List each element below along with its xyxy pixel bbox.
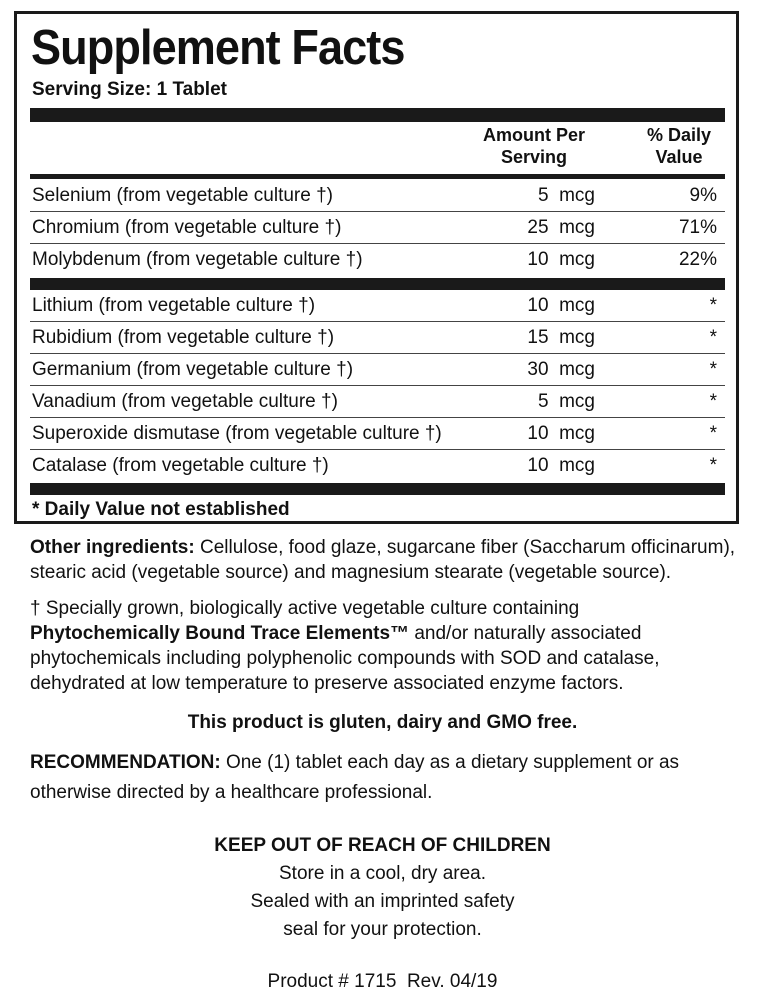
seal-notice-line2: seal for your protection.: [283, 919, 482, 940]
nutrient-name: Selenium (from vegetable culture †): [32, 185, 333, 206]
recommendation: [30, 748, 745, 808]
nutrient-row: [30, 322, 725, 354]
nutrient-row: [30, 212, 725, 244]
nutrient-daily-value: *: [709, 391, 717, 412]
nutrient-daily-value: 9%: [689, 185, 717, 206]
nutrient-row: [30, 450, 725, 482]
nutrient-name: Lithium (from vegetable culture †): [32, 295, 316, 316]
panel-title: Supplement Facts: [31, 21, 405, 75]
recommendation-line1: One (1) tablet each day as a dietary supplement or as: [220, 752, 680, 773]
nutrient-daily-value: *: [709, 327, 717, 348]
nutrient-amount: 10 mcg: [527, 423, 595, 444]
other-ingredients-label: Other ingredients:: [30, 537, 195, 558]
thick-divider-middle: [30, 278, 725, 290]
serving-size: Serving Size: 1 Tablet: [32, 79, 227, 100]
nutrient-name: Molybdenum (from vegetable culture †): [32, 249, 363, 270]
dagger-note-line3: phytochemicals including polyphenolic compounds with SOD and catalase,: [30, 648, 660, 669]
column-header-amount: [469, 124, 599, 168]
nutrient-amount: 25 mcg: [527, 217, 595, 238]
nutrient-name: Superoxide dismutase (from vegetable culture †): [32, 423, 442, 444]
dagger-note-line1: † Specially grown, biologically active vegetable culture containing: [30, 598, 580, 619]
nutrient-daily-value: 71%: [678, 217, 717, 238]
recommendation-line2: otherwise directed by a healthcare professional.: [30, 782, 433, 803]
column-header-dv-line2: Value: [655, 147, 703, 167]
nutrient-row: [30, 180, 725, 212]
nutrient-name: Germanium (from vegetable culture †): [32, 359, 354, 380]
column-header-daily-value: [629, 124, 729, 168]
nutrient-row: [30, 290, 725, 322]
nutrient-daily-value: *: [709, 295, 717, 316]
recommendation-label: RECOMMENDATION:: [30, 752, 221, 773]
nutrient-row: [30, 386, 725, 418]
column-header-amount-line2: Serving: [500, 147, 568, 167]
nutrient-amount: 10 mcg: [527, 249, 595, 270]
nutrient-daily-value: *: [709, 455, 717, 476]
column-header-dv-line1: % Daily: [646, 125, 712, 145]
other-ingredients-line2: stearic acid (vegetable source) and magnesium stearate (vegetable source).: [30, 562, 672, 583]
nutrient-name: Rubidium (from vegetable culture †): [32, 327, 335, 348]
nutrient-amount: 5 mcg: [537, 185, 595, 206]
column-header-amount-line1: Amount Per: [482, 125, 585, 145]
nutrient-name: Vanadium (from vegetable culture †): [32, 391, 338, 412]
dagger-note-bold: Phytochemically Bound Trace Elements™: [30, 623, 410, 644]
gluten-statement: This product is gluten, dairy and GMO free.: [187, 712, 578, 733]
nutrient-row: [30, 244, 725, 276]
other-ingredients: [30, 535, 745, 585]
nutrient-amount: 30 mcg: [527, 359, 595, 380]
nutrient-daily-value: 22%: [678, 249, 717, 270]
storage-instruction: Store in a cool, dry area.: [279, 863, 486, 884]
supplement-facts-panel: [14, 11, 739, 524]
nutrient-row: [30, 354, 725, 386]
header-divider: [30, 174, 725, 179]
dagger-note: [30, 596, 745, 696]
daily-value-footnote: * Daily Value not established: [32, 499, 290, 520]
nutrient-amount: 10 mcg: [527, 295, 595, 316]
thick-divider-bottom: [30, 483, 725, 495]
nutrient-daily-value: *: [709, 423, 717, 444]
keep-out-of-reach-warning: KEEP OUT OF REACH OF CHILDREN: [214, 835, 551, 856]
nutrient-row: [30, 418, 725, 450]
nutrient-amount: 10 mcg: [527, 455, 595, 476]
nutrient-amount: 15 mcg: [527, 327, 595, 348]
nutrient-amount: 5 mcg: [537, 391, 595, 412]
other-ingredients-line1: Cellulose, food glaze, sugarcane fiber (Saccharum officinarum),: [194, 537, 736, 558]
dagger-note-line4: dehydrated at low temperature to preserve associated enzyme factors.: [30, 673, 624, 694]
product-number: Product # 1715 Rev. 04/19: [267, 971, 498, 992]
seal-notice-line1: Sealed with an imprinted safety: [250, 891, 515, 912]
nutrient-name: Catalase (from vegetable culture †): [32, 455, 329, 476]
thick-divider-top: [30, 108, 725, 122]
dagger-note-line2: and/or naturally associated: [409, 623, 642, 644]
nutrient-name: Chromium (from vegetable culture †): [32, 217, 342, 238]
nutrient-daily-value: *: [709, 359, 717, 380]
